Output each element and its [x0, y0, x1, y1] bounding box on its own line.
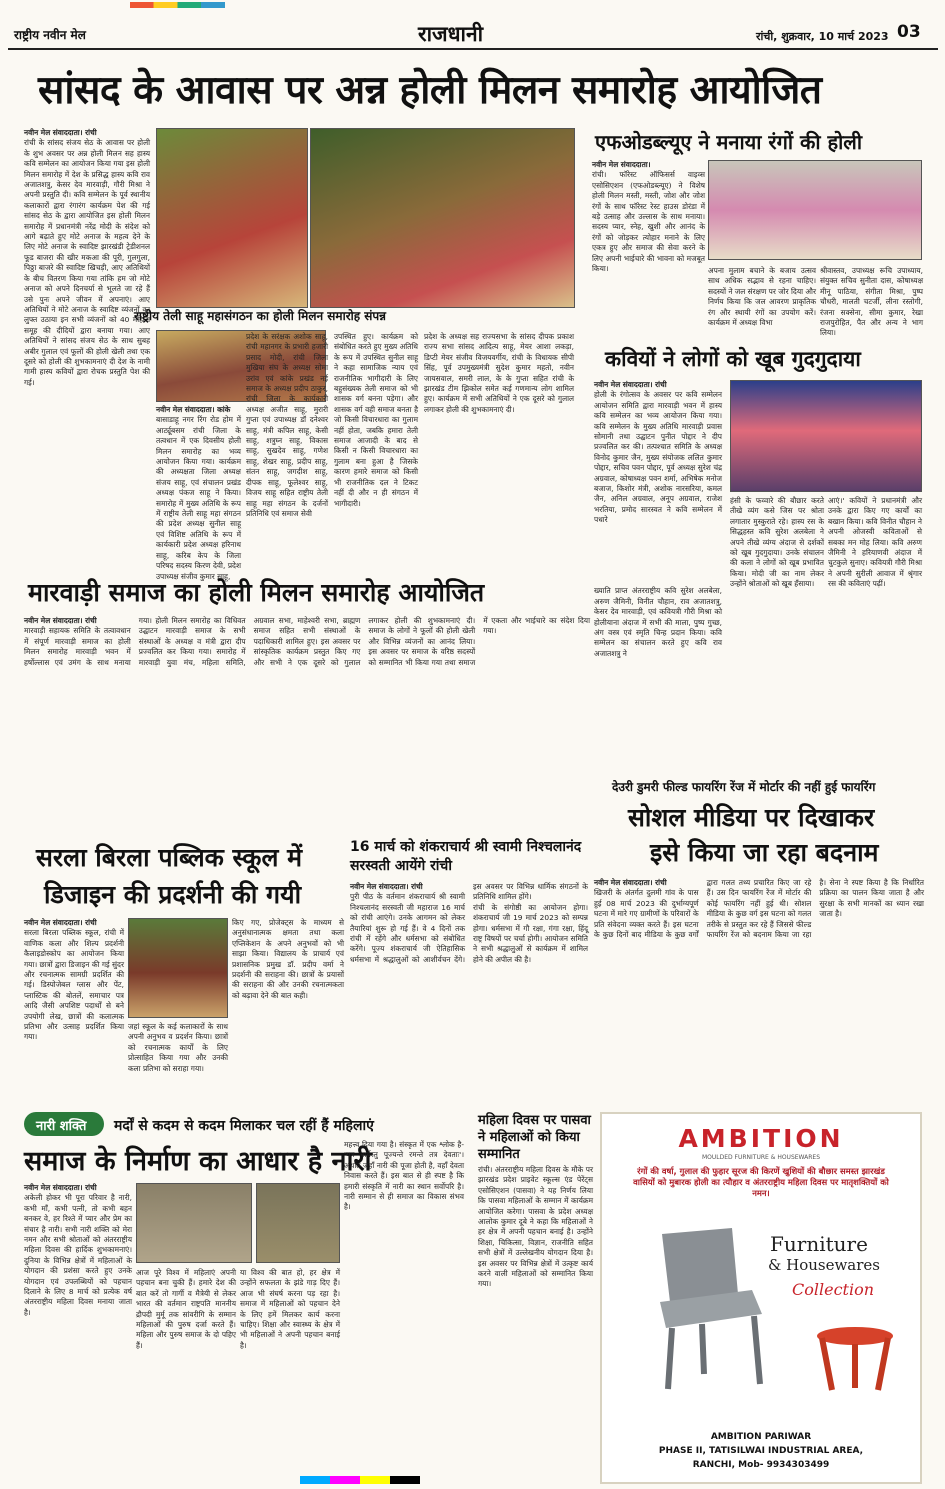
kavi-body3: हंसी के फव्वारे की बौछार करते तीखे व्यंग कसे जिस पर श्रोता लगातार मुस्कुराते रहे। हास्य रस के सिद्धहस्त कवि सुरेश अलबेला ने अपने तीखे व्यंग्य अंदाज से दर्शकों को खूब गुदगुदाया। उनके संचालन की कला ने लोगों को खूब प्रभावित किया। मोदी जी का नाम लेकर उन्होंने श्रोताओं को खूब हँसाया।: [730, 496, 824, 589]
ad-greeting: रंगों की वर्षा, गुलाल की फुहार सूरज की किरणें खुशियों की बौछार समस्त झारखंड वासियों को मुबारक होली का त्यौहार व अंतरराष्ट्रीय महिला दिवस पर मातृशक्तियों को नमन।: [633, 1166, 889, 1198]
kavi-body4: आएं।' कवियों ने प्रधानमंत्री और उनके द्वारा किए गए कार्यों का बखान किया। कवि विनीत चौहान ने अपनी ओजस्वी कविताओं से सबका मन मोह लिया। कवि अरुण जैमिनी ने हरियाणवी अंदाज में चुटकुले सुनाए। कवियत्री गौरी मिश्रा ने अपनी सुरीली आवाज में श्रृंगार रस की कविताएं पढ़ीं।: [828, 496, 922, 589]
masthead: [0, 0, 945, 50]
sarala-body: सरला बिरला पब्लिक स्कूल, रांची में वाणिक कला और शिल्प प्रदर्शनी कैलाइडोस्कोप का आयोजन किया गया। छात्रों द्वारा डिजाइन की गई सुंदर और रचनात्मक सामग्री प्रदर्शित की गई। डिस्पोजेबल ग्लास और पेंट, प्लास्टिक की बोतलें, समाचार पत्र आदि जैसी अपशिष्ट पदार्थों से बने उपयोगी लेख, छात्रों की कलात्मक प्रतिभा और उत्साह प्रदर्शित किया गया।: [24, 928, 124, 1042]
social-headline-2: इसे किया जा रहा बदनाम: [650, 838, 879, 867]
ad-addr2: PHASE II, TATISILWAI INDUSTRIAL AREA,: [658, 1446, 864, 1456]
sarala-headline-1: सरला बिरला पब्लिक स्कूल में: [36, 843, 303, 872]
nari-headline: समाज के निर्माण का आधार है नारी: [24, 1146, 372, 1177]
page-number: 03: [897, 22, 921, 42]
afodwa-body: रांची। फॉरेस्ट ऑफिसर्स वाइव्स एसोसिएशन (एफओडब्ल्यूए) ने विशेष होली मिलन मस्ती, मस्ती, जोश और जोश रंगों के साथ फॉरेस्ट रेस्ट हाउस डोरंडा में बड़े उत्साह और उल्लास के साथ मनाया। सदस्य प्यार, स्नेह, खुशी और आनंद के रंगों को जोड़कर त्योहार मनाने के लिए एकत्र हुए और समाज की सेवा करने के लिए अपनी भाईचारे की भावना को मजबूत किया।: [592, 170, 705, 274]
section-title: राजधानी: [418, 22, 484, 46]
stool-icon: [812, 1324, 898, 1394]
kavi-photo: [730, 380, 922, 492]
social-headline-1: सोशल मीडिया पर दिखाकर: [628, 803, 875, 832]
nari-kicker: मर्दों से कदम से कदम मिलाकर चल रहीं हैं महिलाएं: [114, 1118, 374, 1134]
lead-story: [24, 128, 150, 554]
dateline: रांची, शुक्रवार, 10 मार्च 2023: [756, 30, 889, 43]
kavi-body1: होली के रंगोत्सव के अवसर पर कवि सम्मेलन आयोजन समिति द्वारा मारवाड़ी भवन में हास्य कवि सम्मेलन का भव्य आयोजन किया गया। कवि सम्मेलन के मुख्य अतिथि मारवाड़ी प्रवास सोमानी तथा उद्घाटन पुनीत पोद्दार ने दीप प्रज्वलित कर की। तत्पश्चात समिति के अध्यक्ष विनोद कुमार जैन, मुख्य संयोजक ललित कुमार पोद्दार, सचिव पवन पोद्दार, पूर्व अध्यक्ष सुरेश चंद्र अग्रवाल, कोषाध्यक्ष पवन शर्मा, अभिषेक मनोज बजाज, किशोर मंत्री, अशोक नारसरिया, कमल जैन, अनिल अग्रवाल, अनूप अग्रवाल, राजेश भरतिया, प्रमोद सारस्वत ने कवि सम्मेलन में पधारे: [594, 390, 722, 525]
ad-product-stool-icon: [812, 1324, 898, 1394]
nari-body2: आज पूरे विश्व में महिलाएं अपनी पहचान बना चुकी हैं। हमारे देश की बात करें तो गार्गी व मैत्रेयी से लेकर भारत की वर्तमान राष्ट्रपति माननीय द्रौपदी मुर्मू तक सांवरीगि के सम्मान महिलाओं की पुरुष दर्जा करते हैं। महिला और पुरुष समाज के दो पहिए हैं।: [136, 1268, 236, 1350]
lead-byline: नवीन मेल संवाददाता। रांची: [24, 128, 97, 137]
sarala-headline-2: डिजाइन की प्रदर्शनी की गयी: [44, 880, 302, 909]
kavi-headline: कवियों ने लोगों को खूब गुदगुदाया: [605, 347, 861, 371]
ad-brand-sub: MOULDED FURNITURE & HOUSEWARES: [701, 1154, 821, 1161]
nari-body4: महत्त्व दिया गया है। संस्कृत में एक श्लोक है- 'यत्र नार्यस्तु पूज्यन्ते रमन्ते तत्र देवताः'। अर्थात जहाँ नारी की पूजा होती है, वहाँ देवता निवास करते हैं। इस बात से ही स्पष्ट है कि हमारी संस्कृति में नारी का स्थान सर्वोपरि है। नारी सम्मान से ही समाज का विकास संभव है।: [344, 1140, 464, 1212]
social-byline: नवीन मेल संवाददाता। रांची: [594, 878, 667, 887]
ad-line3: Collection: [792, 1280, 875, 1299]
nari-photo-1: [136, 1183, 252, 1263]
teli-sahu-body4: प्रदेश के अध्यक्ष सह राज्यसभा के सांसद दीपक प्रकाश राज्य सभा सांसद आदित्य साहू, मेयर आशा लकड़ा, डिप्टी मेयर संजीव विजयवर्गीय, रांची के विधायक सीपी सिंह, पूर्व उपमुख्यमंत्री सुदेश कुमार महतो, नवीन जायसवाल, समरी लाल, के के गुप्ता सहित रांची के झारखंड टीम झिकोल समेत कई गणमान्य लोग शामिल हुए। कार्यक्रम में सभी अतिथियों ने एक दूसरे को गुलाल लगाकर होली की शुभकामनाएं दी।: [424, 332, 574, 414]
nari-body: अकेली होकर भी पूरा परिवार है नारी, कभी माँ, कभी पत्नी, तो कभी बहन बनकर वे, हर रिश्ते में प्यार और प्रेम का संचार है नारी। सभी नारी शक्ति को मेरा नमन और सभी श्रोताओं को अंतरराष्ट्रीय महिला दिवस की हार्दिक शुभकामनाएं। दुनिया के विभिन्न क्षेत्रों में महिलाओं के योगदान की प्रशंसा करते हुए उनके योगदान एवं उपलब्धियों को पहचान दिलाने के लिए 8 मार्च को प्रत्येक वर्ष अंतरराष्ट्रीय महिला दिवस मनाया जाता है।: [24, 1193, 132, 1317]
ad-line2: & Housewares: [768, 1256, 880, 1274]
social-story: [594, 878, 924, 1108]
mahila-headline: महिला दिवस पर पासवा ने महिलाओं को किया सम्मानित: [478, 1113, 591, 1162]
shankaracharya-body: पुरी पीठ के वर्तमान शंकराचार्य श्री स्वामी निश्चलानंद सरस्वती जी महाराज 16 मार्च को रांची आएंगे। उनके आगमन को लेकर तैयारियां शुरू हो गई हैं। वे 4 दिनों तक रांची में रहेंगे और धर्मसभा को संबोधित करेंगे। पूज्य शंकराचार्य जी ऐतिहासिक धर्मसभा में श्रद्धालुओं को आशीर्वचन देंगे। इस अवसर पर विभिन्न धार्मिक संगठनों के प्रतिनिधि शामिल होंगे।: [350, 882, 588, 964]
afodwa-photo: [708, 160, 922, 260]
ad-addr1: AMBITION PARIWAR: [710, 1432, 812, 1442]
social-body: खिजरी के अंतर्गत दुलमी गांव के पास हुई 08 मार्च 2023 की दुर्भाग्यपूर्ण घटना में मारे गए ग्रामीणों के परिवारों के प्रति संवेदना व्यक्त करते हैं। इस घटना के कुछ दिनों बाद मीडिया के कुछ वर्गों द्वारा गलत तथ्य प्रचारित किए जा रहे हैं। उस दिन फायरिंग रेंज में मोर्टार की कोई फायरिंग नहीं हुई थी। सोशल मीडिया के कुछ वर्ग इस घटना को गलत तरीके से प्रस्तुत कर रहे हैं जिससे फील्ड फायरिंग रेंज को बदनाम किया जा रहा है। सेना ने स्पष्ट किया है कि निर्धारित प्रक्रिया का पालन किया जाता है और सुरक्षा के सभी मानकों का ध्यान रखा जाता है।: [594, 878, 924, 940]
nari-body3: या विश्व की बात हो, हर क्षेत्र में उन्होंने सफलता के झंडे गाड़ दिए हैं। आज भी संघर्ष करना पड़ रहा है। समाज में महिलाओं को पहचान देने के लिए हमें मिलकर कार्य करना चाहिए। शिक्षा और स्वास्थ्य के क्षेत्र में भी महिलाओं ने अपनी पहचान बनाई है।: [240, 1268, 340, 1350]
teli-sahu-byline: नवीन मेल संवाददाता। कांके: [156, 405, 231, 414]
ad-addr3: RANCHI, Mob- 9934303499: [692, 1460, 830, 1470]
teli-sahu-headline: राष्ट्रीय तेली साहू महासंगठन का होली मिलन समारोह संपन्न: [134, 309, 387, 323]
marwari-story: [24, 616, 590, 786]
afodwa-byline: नवीन मेल संवाददाता।: [592, 160, 651, 169]
marwari-body: मारवाड़ी सहायक समिति के तत्वावधान में संपूर्ण मारवाड़ी समाज का होली मिलन समारोह मारवाड़ी भवन में हर्षोल्लास एवं उमंग के साथ मनाया गया। होली मिलन समारोह का विधिवत उद्घाटन मारवाड़ी समाज के सभी संस्थाओं के अध्यक्ष व मंत्री द्वारा दीप प्रज्वलित कर किया गया। समारोह में मारवाड़ी युवा मंच, महिला समिति, अग्रवाल सभा, माहेश्वरी सभा, ब्राह्मण समाज सहित सभी संस्थाओं के पदाधिकारी शामिल हुए। इस अवसर पर सांस्कृतिक कार्यक्रम प्रस्तुत किए गए और सभी ने एक दूसरे को गुलाल लगाकर होली की शुभकामनाएं दी। समाज के लोगों ने फूलों की होली खेली और विभिन्न व्यंजनों का आनंद लिया। इस अवसर पर समाज के वरिष्ठ सदस्यों को सम्मानित भी किया गया तथा समाज में एकता और भाईचारे का संदेश दिया गया।: [24, 616, 590, 667]
mahila-body: रांची। अंतरराष्ट्रीय महिला दिवस के मौके पर झारखंड प्रदेश प्राइवेट स्कूल्स एंड पेरेंट्स एसोसिएशन (पासवा) ने यह निर्णय लिया कि पासवा महिलाओं के सम्मान में कार्यक्रम आयोजित करेगा। पासवा के प्रदेश अध्यक्ष आलोक कुमार दूबे ने कहा कि महिलाओं ने हर क्षेत्र में अपनी पहचान बनाई है। उन्होंने शिक्षा, चिकित्सा, विज्ञान, राजनीति सहित सभी क्षेत्रों में उल्लेखनीय योगदान दिया है। इस अवसर पर विभिन्न क्षेत्रों में उत्कृष्ट कार्य करने वाली महिलाओं को सम्मानित किया गया।: [478, 1165, 593, 1289]
lead-photo-left: [156, 128, 308, 308]
lead-headline: सांसद के आवास पर अन्न होली मिलन समारोह आयोजित: [38, 68, 822, 113]
afodwa-body3: श्रीवास्तव, उपाध्यक्ष रूचि उपाध्याय, संयुक्त सचिव सुनीता दास, कोषाध्यक्ष मीनू पाठिया, संगीता मिश्रा, पुष्प चौधरी, मालती चटर्जी, लीना रस्तोगी, रंजना सक्सेना, सीमा कुमार, रेखा राजपुरोहित, पैत और अन्य ने भाग लिया।: [820, 266, 923, 338]
ad-brand: AMBITION: [678, 1124, 844, 1153]
shankaracharya-headline: 16 मार्च को शंकराचार्य श्री स्वामी निश्चलानंद सरस्वती आयेंगे रांची: [350, 839, 582, 874]
kavi-story: [594, 380, 722, 700]
afodwa-body2: अपना मुलाम बचाने के बजाय उत्सव साथ अधिक सद्भाव से रहना चाहिए। सदस्यों ने जल संरक्षण पर जोर दिया और निर्णय किया कि जल आवरण प्राकृतिक रंग और स्थायी रंगों का उपयोग करें। कार्यक्रम में अध्यक्ष विभा: [708, 266, 816, 328]
nari-byline: नवीन मेल संवाददाता। रांची: [24, 1183, 97, 1192]
shankaracharya-story: [350, 882, 588, 1102]
ad-line1: Furniture: [770, 1232, 868, 1256]
ambition-ad: [600, 1112, 922, 1484]
kavi-byline: नवीन मेल संवाददाता। रांची: [594, 380, 667, 389]
nari-story: [24, 1183, 132, 1483]
color-bar-icon: [130, 2, 225, 8]
teli-sahu-body2: प्रदेश के सरंक्षक अशोक साहू, रांची महानगर के प्रभारी हजारी प्रसाद मोदी, रांची जिला मुखिया संघ के अध्यक्ष सोमा उरांव एवं कांके प्रखंड नई समाज के अध्यक्ष प्रदीप ठाकुर, रांची जिला के कार्यकारी अध्यक्ष अजीत साहू, मुरारी गुप्ता एवं उपाध्यक्ष डॉ दनेश्वर साहू, मंत्री कपिल साहू, केसी साहू, शत्रुघ्न साहू, विकास साहू, सुखदेव साहू, गणेश साहू, शेखर साहू, प्रदीप साहू, संतन साहू, जगदीश साहू, दीपक साहू, फूलेश्वर साहू, विजय साहू सहित राष्ट्रीय तेली साहू महा संगठन के दर्जनों प्रतिनिधि एवं समाज सेवी: [246, 332, 328, 518]
teli-sahu-photo-caption: [134, 307, 452, 324]
kavi-body2: ख्याति प्राप्त अंतरराष्ट्रीय कवि सुरेश अलबेला, अरुण जैमिनी, विनीत चौहान, राव अजातशत्रु, केसर देव मारवाड़ी, एवं कवियत्री गौरी मिश्रा को होलीयाना अंदाज में सभी की माला, पुष्प गुच्छ, अंग वस्त्र एवं स्मृति चिन्ह प्रदान किया। कवि सम्मेलन का संचालन करते हुए कवि राव अजातशत्रु ने: [594, 586, 722, 658]
registration-marks: [300, 1476, 420, 1484]
afodwa-headline: एफओडब्ल्यूए ने मनाया रंगों की होली: [595, 130, 863, 154]
teli-sahu-col1: [156, 405, 241, 581]
nari-photo-2: [256, 1183, 340, 1263]
shankaracharya-body2: रांची के संगोष्ठी का आयोजन होगा। शंकराचार्य जी 19 मार्च 2023 को सम्पन्न होगा। धर्मसभा में गौ रक्षा, गंगा रक्षा, हिंदू राष्ट्र विषयों पर चर्चा होगी। आयोजन समिति ने सभी श्रद्धालुओं से कार्यक्रम में शामिल होने की अपील की है।: [473, 902, 588, 964]
sarala-byline: नवीन मेल संवाददाता। रांची: [24, 918, 97, 927]
sarala-photo: [128, 918, 228, 1018]
sarala-body2: किए गए, प्रोजेक्ट्स के माध्यम से अनुसंधानात्मक क्षमता तथा कला एप्लिकेशन के अपने अनुभवों को भी साझा किया। विद्यालय के प्राचार्य एवं प्रशासनिक प्रमुख डॉ. प्रदीप वर्मा ने प्रदर्शनी की सराहना की। छात्रों के प्रयासों की सराहना की और उनकी रचनात्मकता को बढ़ावा देने की बात कही।: [232, 918, 344, 1000]
marwari-headline: मारवाड़ी समाज का होली मिलन समारोह आयोजित: [28, 578, 485, 607]
lead-body: रांची के सांसद संजय सेठ के आवास पर होली के शुभ अवसर पर अन्न होली मिलन सह हास्य कवि सम्मेलन का आयोजन किया गया इस होली मिलन समारोह में देश के प्रसिद्ध हास्य कवि राव अजातशत्रु, केसर देव मारवाड़ी, गौरी मिश्रा ने अपनी प्रस्तुति दी। कवि सम्मेलन के पूर्व स्थानीय कलाकारों द्वारा रंगारंग कार्यक्रम पेश की गई सांसद सेठ के द्वारा आयोजित इस होली मिलन समारोह में प्रधानमंत्री नरेंद्र मोदी के संदेश को आगे बढ़ाते हुए मोटे अनाज के महत्व देने के लिए मोटे अनाज के स्वादिष्ट झारखंडी ट्रेडीशनल फूड बाजरा की खीर मकआ की पूरी, गुलगुला, पिठ्ठा बाजरे की स्वादिष्ट खिचड़ी, आए अतिथियों के बीच वितरण किया गया तांकि हम जो मोटे अनाज को अपने दिनचर्या से भूलते जा रहे हैं उसे पुनः अपने जीवन में अपनाएं। आए अतिथियों ने मोटे अनाज के स्वादिष्ट व्यंजनों का लुफ्त उठाया इन सभी व्यंजनों को 40 महिला समूह की दीदियों द्वारा बनाया गया। आए अतिथियों ने सांसद संजय सेठ के साथ सुबह अबीर गुलाल एवं फूलों की होली खेली तथा एक दूसरे को होली की शुभकामनाएं दी देश के नामी गामी हास्य कवियों द्वारा रोचक प्रस्तुति पेश की गई।: [24, 138, 150, 387]
social-kicker: देउरी डुमरी फील्ड फायरिंग रेंज में मोर्टार की नहीं हुई फायरिंग: [612, 780, 876, 794]
masthead-rule: [8, 48, 938, 50]
paper-name: राष्ट्रीय नवीन मेल: [14, 28, 86, 42]
nari-tag-label: नारी शक्ति: [36, 1119, 87, 1134]
marwari-byline: नवीन मेल संवाददाता। रांची: [24, 616, 97, 625]
teli-sahu-body1: बासाडाहू नगर रिंग रोड होम में आर्ट्यूबसम रांची जिला के तत्वधान में एक दिवसीय होली मिलन समारोह का भव्य आयोजन किया गया। कार्यक्रम की अध्यक्षता जिला अध्यक्ष संजय साहू, एवं संचालन प्रखंड अध्यक्ष पंकज साहू ने किया। समारोह में मुख्य अतिथि के रूप में राष्ट्रीय तेली साहू महा संगठन की प्रदेश अध्यक्ष सुनील साहू एवं विशिष्ट अतिथि के रूप में कार्यकारी प्रदेश अध्यक्ष हरिनाथ साहू, करिब केप के जिला परिषद सदस्य किरण देवी, प्रदेश उपाध्यक्ष संजीव कुमार साहू,: [156, 415, 241, 581]
sarala-body3: जहां स्कूल के कई कलाकारों के साथ अपनी अनुभव व प्रदर्शन किया। छात्रों को रचनात्मक कार्यों के लिए प्रोत्साहित किया गया और उनकी कला प्रतिभा को सराहा गया।: [128, 1022, 228, 1073]
sarala-story: [24, 918, 124, 1100]
shankaracharya-byline: नवीन मेल संवाददाता। रांची: [350, 882, 423, 891]
teli-sahu-body3: उपस्थित हुए। कार्यक्रम को संबोधित करते हुए मुख्य अतिथि के रूप में उपस्थित सुनील साहू ने कहा सामाजिक न्याय एवं राजनीतिक भागीदारी के लिए बहुसंख्यक तेली समाज को भी शासक वर्ग बनना पड़ेगा। और शासक वर्ग वही समाज बनता है जो किसी विचारधारा का गुलाम नहीं होता, जबकि हमारा तेली समाज आजादी के बाद से किसी न किसी विचारधारा का गुलाम बना हुआ है जिसके कारण हमारे समाज को किसी भी राजनीतिक दल ने टिकट नहीं दी और न ही संगठन में भागीदारी।: [334, 332, 418, 508]
lead-photo-right: [310, 128, 575, 308]
